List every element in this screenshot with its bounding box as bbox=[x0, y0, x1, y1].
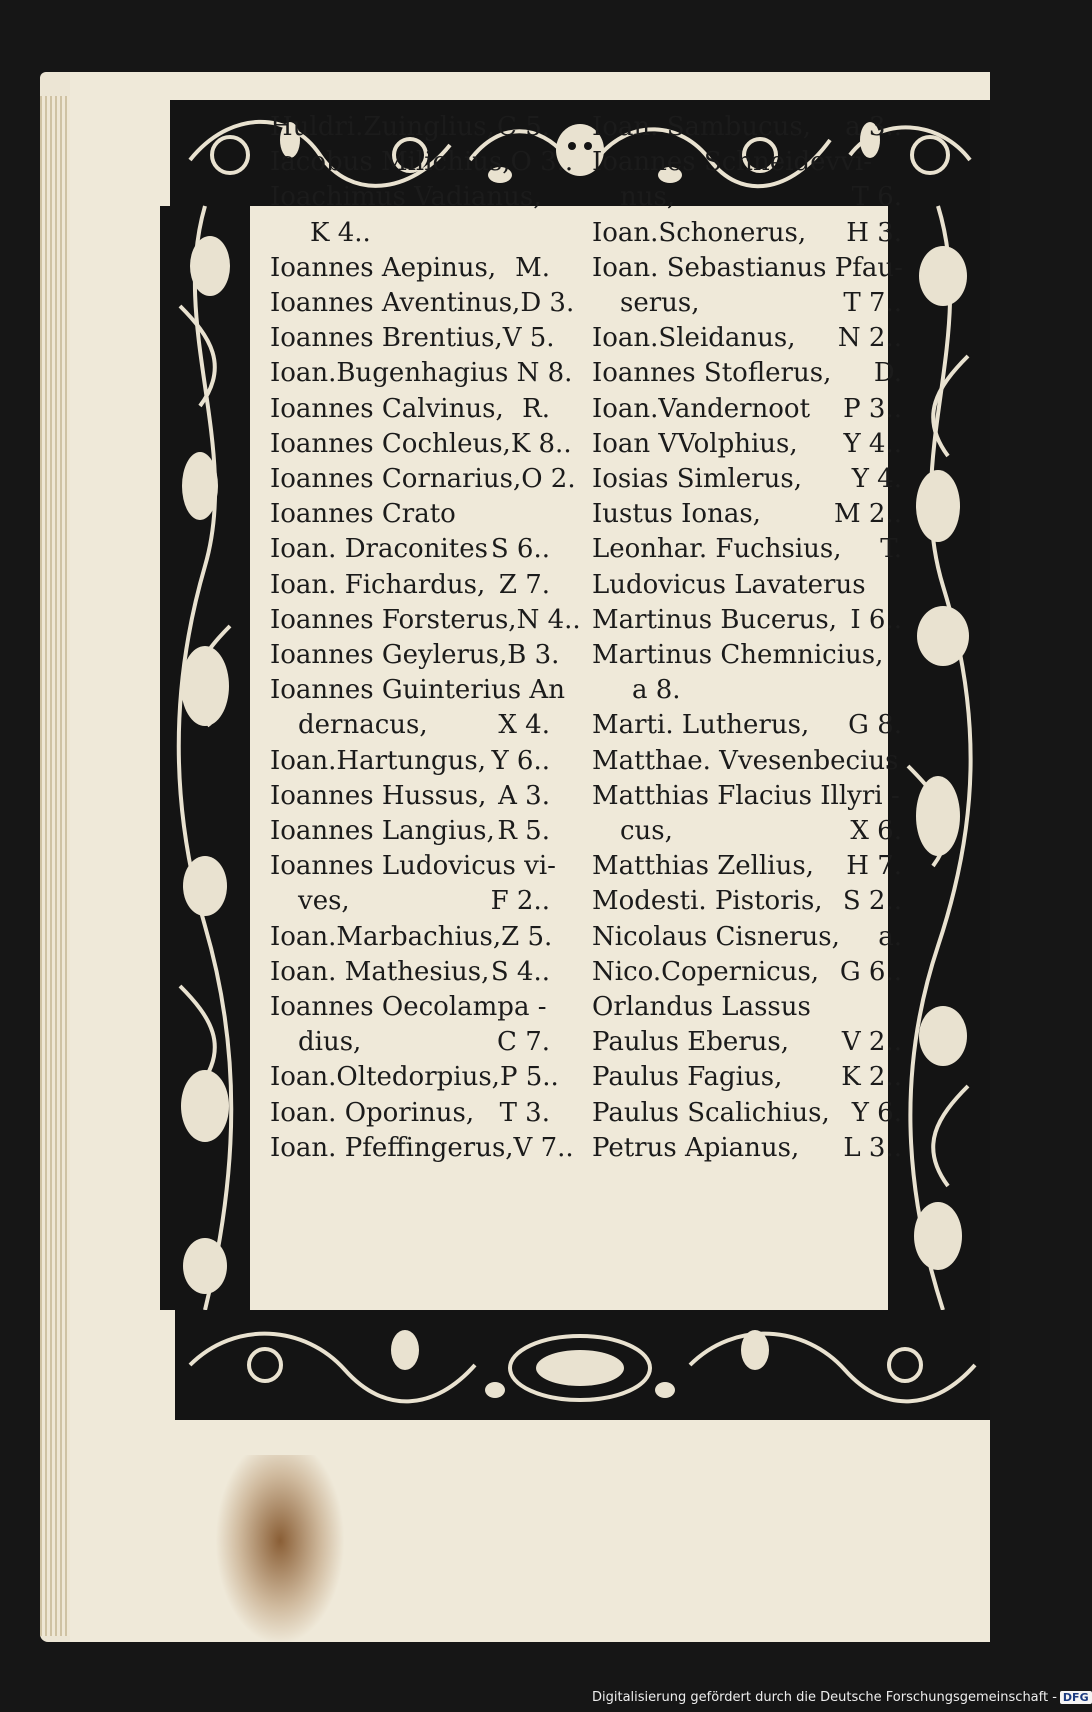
entry-signature: Z 5. bbox=[501, 921, 553, 952]
index-entry bbox=[592, 497, 902, 532]
entry-name: Ioan.Vandernoot bbox=[592, 393, 811, 424]
entry-signature: V 7.. bbox=[513, 1132, 574, 1163]
entry-name: Ioannes Brentius, bbox=[270, 323, 503, 354]
index-column-right bbox=[592, 110, 902, 1166]
entry-name: Nicolaus Cisnerus, bbox=[592, 921, 840, 952]
entry-name: Petrus Apianus, bbox=[592, 1132, 800, 1163]
entry-signature: G 8. bbox=[848, 710, 902, 741]
entry-name: Ludovicus Lavaterus bbox=[592, 569, 866, 600]
index-entry bbox=[270, 462, 576, 497]
entry-signature: T 6. bbox=[851, 182, 902, 213]
index-entry bbox=[592, 849, 902, 884]
digitization-credit bbox=[592, 1690, 1092, 1705]
entry-signature: I 6.. bbox=[850, 604, 902, 635]
entry-signature: A 3. bbox=[498, 780, 550, 811]
entry-name: Ioannes Calvinus, bbox=[270, 393, 504, 424]
entry-signature: a 3.. bbox=[845, 112, 902, 142]
index-entry bbox=[270, 990, 550, 1025]
entry-name: Ioan. Pfeffingerus, bbox=[270, 1132, 514, 1163]
entry-signature: V 5. bbox=[502, 323, 555, 354]
index-entry bbox=[270, 427, 572, 462]
index-entry bbox=[270, 180, 550, 215]
frame-left-ornament bbox=[160, 206, 250, 1310]
index-entry bbox=[270, 321, 555, 356]
entry-name: Matthias Zellius, bbox=[592, 851, 814, 882]
entry-signature: Y 4. bbox=[851, 464, 902, 495]
entry-signature: N 2.. bbox=[837, 323, 902, 354]
entry-name: Matthias Flacius Illyri - bbox=[592, 780, 900, 811]
index-entry bbox=[270, 1096, 550, 1131]
index-entry bbox=[592, 708, 902, 743]
index-entry bbox=[592, 638, 902, 673]
entry-signature: F 2.. bbox=[490, 886, 550, 917]
entry-name: ves, bbox=[298, 886, 350, 917]
entry-signature: Z 7. bbox=[498, 569, 550, 600]
index-entry bbox=[270, 568, 550, 603]
index-entry bbox=[270, 145, 574, 180]
entry-name: nus, bbox=[620, 182, 676, 213]
index-entry bbox=[592, 427, 902, 462]
entry-signature: Y 4.. bbox=[843, 428, 902, 459]
index-entry bbox=[592, 180, 902, 215]
entry-signature: G 6.. bbox=[839, 956, 902, 987]
index-entry bbox=[270, 744, 550, 779]
index-entry bbox=[270, 286, 575, 321]
index-entry bbox=[270, 673, 565, 708]
entry-signature: K 2.. bbox=[841, 1062, 902, 1093]
entry-signature: a. bbox=[878, 921, 902, 952]
page-edges bbox=[40, 96, 70, 1636]
index-entry bbox=[592, 251, 902, 286]
index-entry bbox=[270, 955, 550, 990]
index-entry bbox=[592, 920, 902, 955]
index-entry bbox=[592, 673, 902, 708]
index-entry bbox=[592, 462, 902, 497]
entry-name: Leonhar. Fuchsius, bbox=[592, 534, 842, 565]
entry-name: Martinus Bucerus, bbox=[592, 604, 837, 635]
entry-name: Paulus Scalichius, bbox=[592, 1097, 830, 1128]
entry-name: Ioannes Hussus, bbox=[270, 780, 487, 811]
entry-name: Ioannes Cornarius,O 2. bbox=[270, 464, 576, 495]
entry-signature: V 2.. bbox=[841, 1027, 902, 1058]
entry-signature: X 4. bbox=[498, 710, 550, 741]
index-entry bbox=[270, 497, 550, 532]
entry-signature: C 7. bbox=[497, 1027, 550, 1058]
index-entry bbox=[592, 568, 902, 603]
entry-signature: Y 6. bbox=[851, 1097, 902, 1128]
entry-signature: R. bbox=[522, 393, 550, 424]
entry-name: Ioan. Sebastianus Pfau- bbox=[592, 252, 903, 283]
entry-name: Ioannes Forsterus,N 4.. bbox=[270, 604, 581, 635]
entry-name: cus, bbox=[620, 816, 673, 847]
entry-signature: B 3. bbox=[507, 640, 560, 671]
entry-name: Ioan.Oltedorpius, bbox=[270, 1062, 500, 1093]
index-entry bbox=[270, 603, 581, 638]
index-entry bbox=[270, 110, 550, 145]
index-entry bbox=[592, 955, 902, 990]
entry-name: Ioannes Langius, bbox=[270, 816, 495, 847]
entry-name: Ioannes Aventinus,D 3. bbox=[270, 288, 575, 319]
index-entry bbox=[592, 321, 902, 356]
entry-signature: S 6.. bbox=[490, 534, 550, 565]
index-entry bbox=[270, 1131, 574, 1166]
entry-name: Iacobus Milichius,O 3.. bbox=[270, 147, 574, 178]
entry-name: Ioan. Fichardus, bbox=[270, 569, 486, 600]
index-entry bbox=[270, 638, 560, 673]
index-entry bbox=[592, 1060, 902, 1095]
index-entry bbox=[270, 392, 550, 427]
entry-name: Ioan.Bugenhagius N 8. bbox=[270, 358, 573, 389]
entry-signature: S 4.. bbox=[490, 956, 550, 987]
credit-text: Digitalisierung gefördert durch die Deutsche Forschungsgemeinschaft - bbox=[592, 1690, 1057, 1705]
index-entry bbox=[270, 1025, 550, 1060]
entry-name: Ioannes Guinterius An bbox=[270, 675, 565, 706]
index-entry bbox=[592, 884, 902, 919]
entry-name: Ioan.Schonerus, bbox=[592, 217, 807, 248]
paper-stain bbox=[215, 1455, 345, 1645]
entry-name: Orlandus Lassus bbox=[592, 992, 811, 1023]
index-entry bbox=[592, 814, 902, 849]
index-entry bbox=[592, 392, 902, 427]
entry-signature: P 3.. bbox=[843, 393, 902, 424]
entry-name: K 4.. bbox=[310, 217, 371, 248]
index-entry bbox=[270, 708, 550, 743]
index-entry bbox=[270, 532, 550, 567]
index-entry bbox=[270, 251, 550, 286]
entry-signature: T 3. bbox=[499, 1097, 550, 1128]
entry-name: Ioannes Oecolampa - bbox=[270, 992, 547, 1023]
entry-name: Matthae. Vvesenbecius bbox=[592, 745, 899, 776]
index-entry bbox=[592, 744, 902, 779]
entry-name: Nico.Copernicus, bbox=[592, 956, 820, 987]
frame-bottom-ornament bbox=[175, 1310, 990, 1420]
index-entry bbox=[270, 779, 550, 814]
index-entry bbox=[592, 216, 902, 251]
entry-name: Huldri.Zuinglius, bbox=[270, 112, 495, 142]
index-entry bbox=[592, 286, 902, 321]
entry-signature: P 5.. bbox=[499, 1062, 559, 1093]
entry-signature: T 7.. bbox=[843, 288, 902, 319]
entry-name: Ioannes Cochleus,K 8.. bbox=[270, 428, 572, 459]
entry-name: Ioannes Ludovicus vi- bbox=[270, 851, 556, 882]
entry-signature: H 7. bbox=[846, 851, 902, 882]
entry-name: Modesti. Pistoris, bbox=[592, 886, 823, 917]
index-entry bbox=[592, 1096, 902, 1131]
entry-name: Ioannes Aepinus, bbox=[270, 252, 497, 283]
index-entry bbox=[592, 145, 902, 180]
index-entry bbox=[270, 920, 553, 955]
dfg-logo: DFG bbox=[1060, 1691, 1092, 1704]
index-entry bbox=[592, 1025, 902, 1060]
index-entry bbox=[270, 814, 550, 849]
index-entry bbox=[270, 356, 573, 391]
entry-signature: M 2.. bbox=[834, 499, 902, 530]
entry-name: dius, bbox=[298, 1027, 362, 1058]
entry-name: Ioan.Sleidanus, bbox=[592, 323, 796, 354]
entry-signature: D. bbox=[873, 358, 902, 389]
entry-signature: M. bbox=[515, 252, 550, 283]
index-column-left bbox=[270, 110, 581, 1166]
entry-name: Marti. Lutherus, bbox=[592, 710, 810, 741]
entry-name: Ioan. Draconites bbox=[270, 534, 488, 565]
index-entry bbox=[592, 779, 902, 814]
entry-name: Ioan. Sambucus, bbox=[592, 112, 811, 142]
entry-name: Ioan.Hartungus, bbox=[270, 745, 486, 776]
index-entry bbox=[592, 532, 902, 567]
entry-name: Ioan.Marbachius, bbox=[270, 921, 502, 952]
index-entry bbox=[270, 849, 556, 884]
index-entry bbox=[592, 110, 902, 145]
entry-signature: Y 6.. bbox=[491, 745, 550, 776]
entry-name: Ioan. Oporinus, bbox=[270, 1097, 475, 1128]
index-entry bbox=[592, 603, 902, 638]
entry-signature: X 6. bbox=[850, 816, 902, 847]
entry-name: Iosias Simlerus, bbox=[592, 464, 802, 495]
index-entry bbox=[270, 1060, 559, 1095]
entry-signature: H 3. bbox=[846, 217, 902, 248]
entry-name: Ioannes Crato bbox=[270, 499, 456, 530]
index-entry bbox=[270, 884, 550, 919]
entry-name: serus, bbox=[620, 288, 700, 319]
entry-name: Martinus Chemnicius, bbox=[592, 640, 884, 671]
entry-signature: C 5. bbox=[497, 112, 550, 142]
index-entry bbox=[592, 1131, 902, 1166]
entry-name: Ioannes Stoflerus, bbox=[592, 358, 832, 389]
entry-name: dernacus, bbox=[298, 710, 428, 741]
entry-signature: R 5. bbox=[497, 816, 550, 847]
index-entry bbox=[270, 216, 550, 251]
entry-name: Paulus Eberus, bbox=[592, 1027, 790, 1058]
entry-name: a 8. bbox=[632, 675, 681, 706]
index-entry bbox=[592, 356, 902, 391]
entry-signature: L 3.. bbox=[843, 1132, 902, 1163]
frame-right-ornament bbox=[888, 206, 990, 1310]
entry-name: Ioan VVolphius, bbox=[592, 428, 798, 459]
entry-name: Paulus Fagius, bbox=[592, 1062, 783, 1093]
entry-signature: S 2.. bbox=[842, 886, 902, 917]
entry-name: Ioachimus Vadianus, bbox=[270, 182, 542, 213]
entry-name: Ioannes Geylerus, bbox=[270, 640, 508, 671]
entry-name: Ioan. Mathesius, bbox=[270, 956, 490, 987]
entry-name: Ioannes Schneidevvi- bbox=[592, 147, 872, 178]
entry-signature: T. bbox=[880, 534, 902, 565]
entry-name: Iustus Ionas, bbox=[592, 499, 761, 530]
index-entry bbox=[592, 990, 902, 1025]
